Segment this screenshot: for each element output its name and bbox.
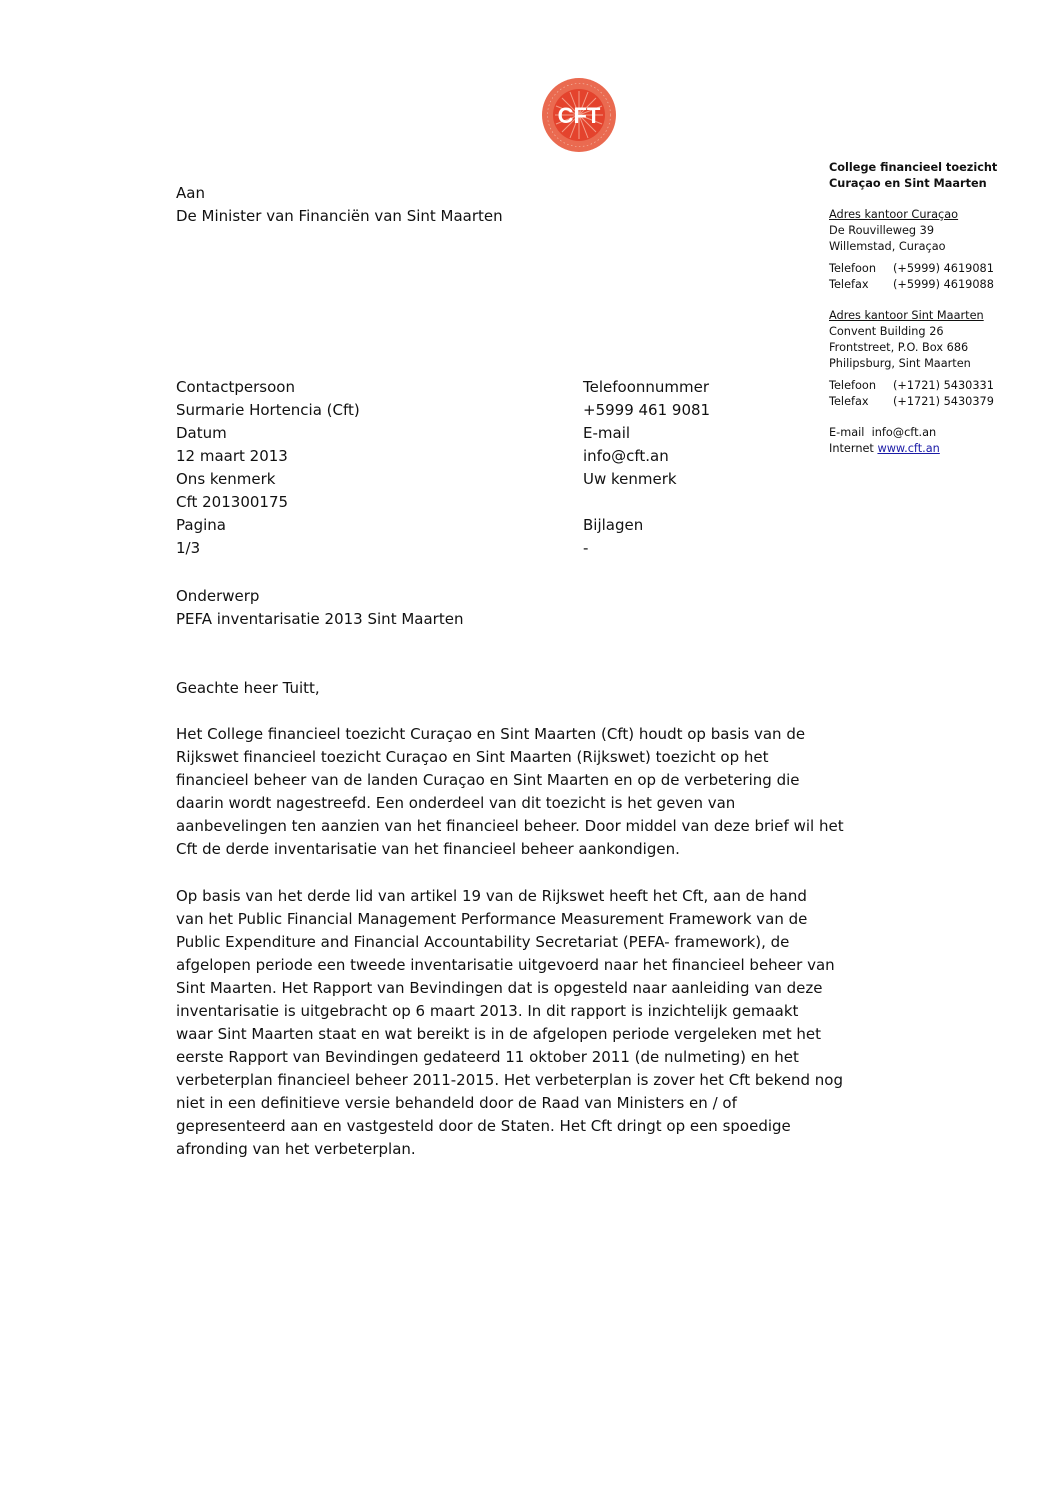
paragraph-line: inventarisatie is uitgebracht op 6 maart 2013. In dit rapport is inzichtelijk gemaakt [176, 1002, 799, 1020]
our-reference-label: Ons kenmerk [176, 470, 276, 488]
date-label: Datum [176, 424, 227, 442]
cft-logo-icon [541, 77, 617, 153]
paragraph-line: eerste Rapport van Bevindingen gedateerd 11 oktober 2011 (de nulmeting) en het [176, 1048, 799, 1066]
office-sxm-address-2: Frontstreet, P.O. Box 686 [829, 341, 969, 354]
paragraph-line: Cft de derde inventarisatie van het financieel beheer aankondigen. [176, 840, 680, 858]
your-reference-value [583, 491, 710, 514]
page-label: Pagina [176, 516, 226, 534]
website-link[interactable]: www.cft.an [877, 442, 940, 455]
paragraph-line: afronding van het verbeterplan. [176, 1140, 416, 1158]
office-sxm-address-1: Convent Building 26 [829, 325, 944, 338]
office-sxm-address-3: Philipsburg, Sint Maarten [829, 357, 971, 370]
paragraph-line: gepresenteerd aan en vastgesteld door de Staten. Het Cft dringt op een spoedige [176, 1117, 791, 1135]
paragraph-line: Public Expenditure and Financial Accountability Secretariat (PEFA- framework), de [176, 933, 790, 951]
office-curacao-address-1: De Rouvilleweg 39 [829, 224, 935, 237]
paragraph-line: Sint Maarten. Het Rapport van Bevindingen dat is opgesteld naar aanleiding van deze [176, 979, 823, 997]
sidebar-email: E-mail info@cft.an [829, 426, 937, 439]
paragraph-line: Op basis van het derde lid van artikel 19 van de Rijkswet heeft het Cft, aan de hand [176, 887, 807, 905]
paragraph-line: financieel beheer van de landen Curaçao en Sint Maarten en op de verbetering die [176, 771, 800, 789]
addressee-name: De Minister van Financiën van Sint Maarten [176, 207, 503, 225]
salutation: Geachte heer Tuitt, [176, 679, 320, 697]
phone-value: +5999 461 9081 [583, 401, 711, 419]
paragraph-line: van het Public Financial Management Performance Measurement Framework van de [176, 910, 808, 928]
meta-right-column [583, 376, 710, 560]
office-curacao-phone: Telefoon (+5999) 4619081 [829, 262, 994, 275]
subject-label: Onderwerp [176, 587, 260, 605]
office-curacao-address-2: Willemstad, Curaçao [829, 240, 946, 253]
body-paragraph-2 [176, 885, 896, 1161]
attachments-label: Bijlagen [583, 516, 644, 534]
email-value: info@cft.an [583, 447, 669, 465]
phone-label: Telefoonnummer [583, 378, 710, 396]
sender-info-sidebar [829, 160, 1039, 457]
svg-text:CFT: CFT [557, 103, 601, 128]
addressee-label: Aan [176, 184, 205, 202]
paragraph-line: Het College financieel toezicht Curaçao en Sint Maarten (Cft) houdt op basis van de [176, 725, 806, 743]
contact-label: Contactpersoon [176, 378, 295, 396]
attachments-value: - [583, 539, 589, 557]
paragraph-line: verbeterplan financieel beheer 2011-2015. Het verbeterplan is zover het Cft bekend nog [176, 1071, 843, 1089]
office-curacao-heading: Adres kantoor Curaçao [829, 208, 959, 221]
meta-left-column [176, 376, 360, 560]
paragraph-line: daarin wordt nagestreefd. Een onderdeel van dit toezicht is het geven van [176, 794, 736, 812]
paragraph-line: aanbevelingen ten aanzien van het financieel beheer. Door middel van deze brief wil het [176, 817, 844, 835]
office-curacao-fax: Telefax (+5999) 4619088 [829, 278, 994, 291]
your-reference-label: Uw kenmerk [583, 470, 677, 488]
paragraph-line: waar Sint Maarten staat en wat bereikt is in de afgelopen periode vergeleken met het [176, 1025, 821, 1043]
paragraph-line: niet in een definitieve versie behandeld door de Raad van Ministers en / of [176, 1094, 737, 1112]
our-reference-value: Cft 201300175 [176, 493, 289, 511]
office-sxm-phone: Telefoon (+1721) 5430331 [829, 379, 994, 392]
paragraph-line: Rijkswet financieel toezicht Curaçao en Sint Maarten (Rijkswet) toezicht op het [176, 748, 769, 766]
paragraph-line: afgelopen periode een tweede inventarisatie uitgevoerd naar het financieel beheer van [176, 956, 835, 974]
contact-value: Surmarie Hortencia (Cft) [176, 401, 360, 419]
date-value: 12 maart 2013 [176, 447, 288, 465]
cft-logo [541, 77, 617, 153]
email-label: E-mail [583, 424, 631, 442]
body-paragraph-1 [176, 723, 896, 861]
subject-value: PEFA inventarisatie 2013 Sint Maarten [176, 610, 464, 628]
office-sxm-fax: Telefax (+1721) 5430379 [829, 395, 994, 408]
sidebar-internet: Internet www.cft.an [829, 442, 940, 455]
org-name-line1: College financieel toezicht [829, 161, 998, 174]
page-value: 1/3 [176, 539, 201, 557]
org-name-line2: Curaçao en Sint Maarten [829, 177, 987, 190]
office-sint-maarten-heading: Adres kantoor Sint Maarten [829, 309, 984, 322]
